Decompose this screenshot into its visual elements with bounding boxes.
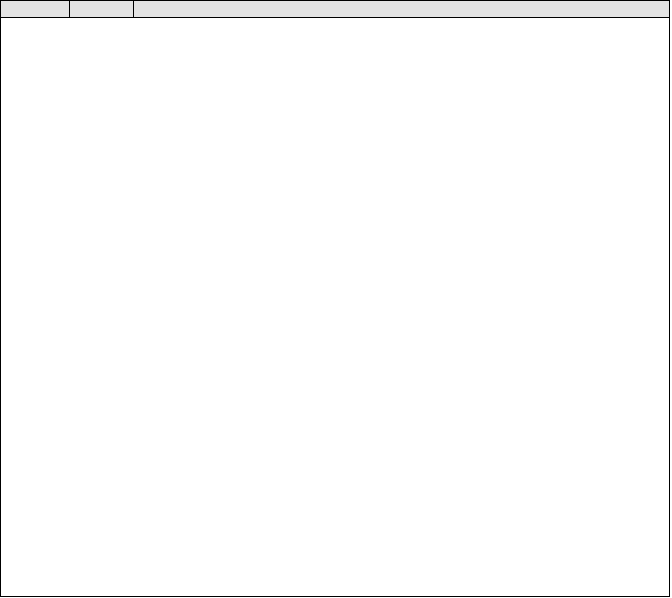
header-pin: [1, 1, 69, 17]
header-function: [133, 1, 669, 17]
table-header: [1, 1, 669, 18]
header-name: [69, 1, 133, 17]
